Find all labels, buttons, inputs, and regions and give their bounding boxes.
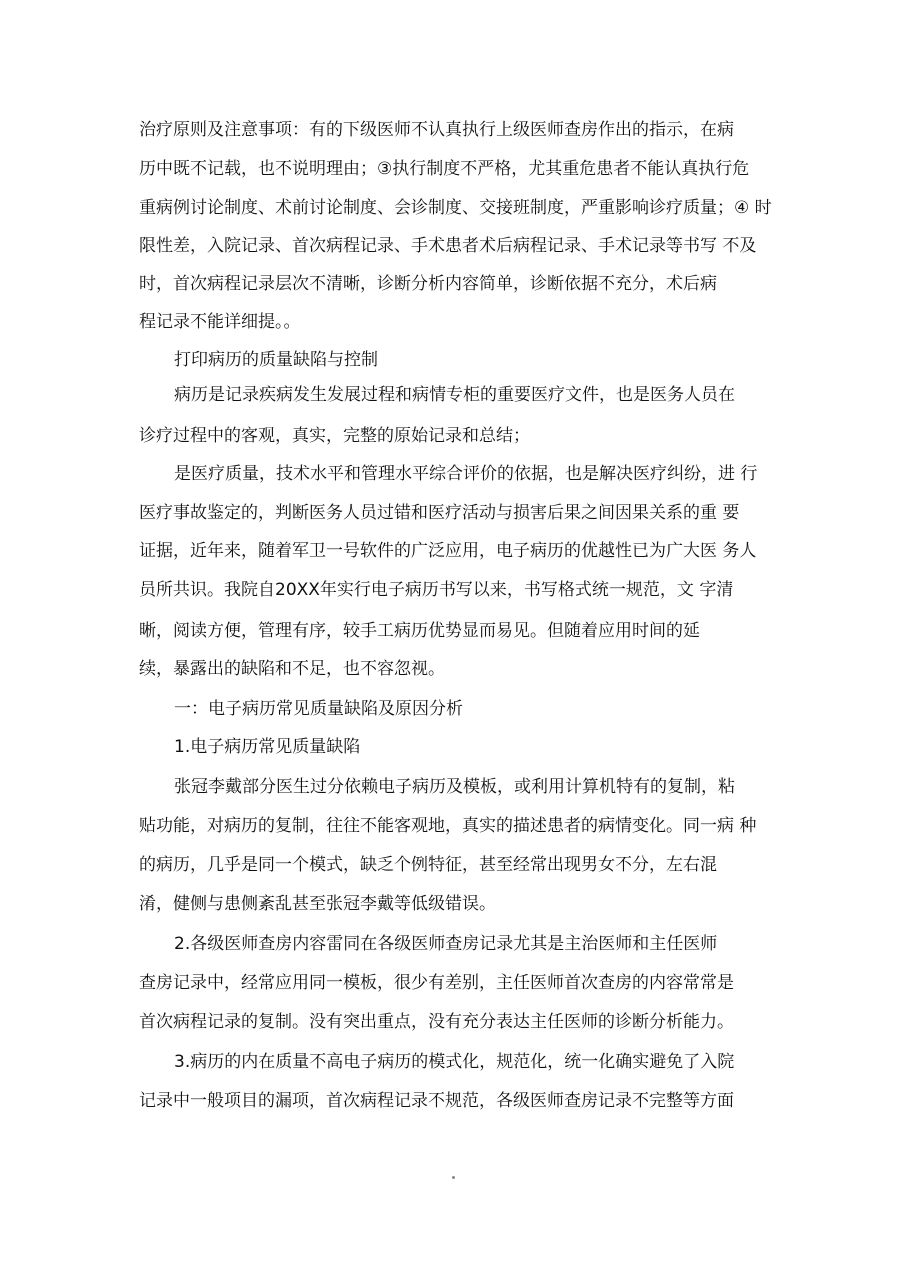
text-line: 贴功能，对病历的复制，往往不能客观地，真实的描述患者的病情变化。同一病 种 [139, 816, 757, 836]
text-line: 时，首次病程记录层次不清晰，诊断分析内容简单，诊断依据不充分，术后病 [139, 274, 717, 294]
text-line: 治疗原则及注意事项：有的下级医师不认真执行上级医师查房作出的指示，在病 [139, 120, 734, 140]
text-line: 诊疗过程中的客观，真实，完整的原始记录和总结； [139, 426, 530, 446]
text-line: 病历是记录疾病发生发展过程和病情专柜的重要医疗文件，也是医务人员在 [174, 385, 735, 405]
page-footer-dot [452, 1176, 455, 1179]
section-heading: 打印病历的质量缺陷与控制 [174, 350, 378, 370]
text-line: 是医疗质量，技术水平和管理水平综合评价的依据，也是解决医疗纠纷，进 行 [174, 464, 758, 484]
text-line: 首次病程记录的复制。没有突出重点，没有充分表达主任医师的诊断分析能力。 [139, 1012, 734, 1032]
text-line: 员所共识。我院自20XX年实行电子病历书写以来，书写格式统一规范，文 字清 [139, 580, 734, 600]
text-line: 证据，近年来，随着军卫一号软件的广泛应用，电子病历的优越性已为广大医 务人 [139, 541, 757, 561]
text-line: 的病历，几乎是同一个模式，缺乏个例特征，甚至经常出现男女不分，左右混 [139, 855, 717, 875]
text-line: 淆，健侧与患侧紊乱甚至张冠李戴等低级错误。 [139, 894, 496, 914]
text-line: 2.各级医师查房内容雷同在各级医师查房记录尤其是主治医师和主任医师 [174, 934, 718, 954]
text-line: 历中既不记载，也不说明理由；③执行制度不严格，尤其重危患者不能认真执行危 [139, 159, 750, 179]
subsection-heading: 1.电子病历常见质量缺陷 [174, 737, 361, 757]
text-line: 医疗事故鉴定的，判断医务人员过错和医疗活动与损害后果之间因果关系的重 要 [139, 503, 740, 523]
text-line: 张冠李戴部分医生过分依赖电子病历及模板，或利用计算机特有的复制，粘 [174, 777, 735, 797]
text-line: 重病例讨论制度、术前讨论制度、会诊制度、交接班制度，严重影响诊疗质量；④ 时 [139, 198, 772, 218]
section-heading: 一：电子病历常见质量缺陷及原因分析 [174, 699, 463, 719]
text-line: 3.病历的内在质量不高电子病历的模式化，规范化，统一化确实避免了入院 [174, 1052, 735, 1072]
text-line: 查房记录中，经常应用同一模板，很少有差别，主任医师首次查房的内容常常是 [139, 973, 734, 993]
text-line: 晰，阅读方便，管理有序，较手工病历优势显而易见。但随着应用时间的延 [139, 621, 700, 641]
text-line: 程记录不能详细提。。 [139, 312, 301, 332]
text-line: 限性差，入院记录、首次病程记录、手术患者术后病程记录、手术记录等书写 不及 [139, 236, 757, 256]
text-line: 记录中一般项目的漏项，首次病程记录不规范，各级医师查房记录不完整等方面 [139, 1091, 734, 1111]
text-line: 续，暴露出的缺陷和不足，也不容忽视。 [139, 659, 445, 679]
